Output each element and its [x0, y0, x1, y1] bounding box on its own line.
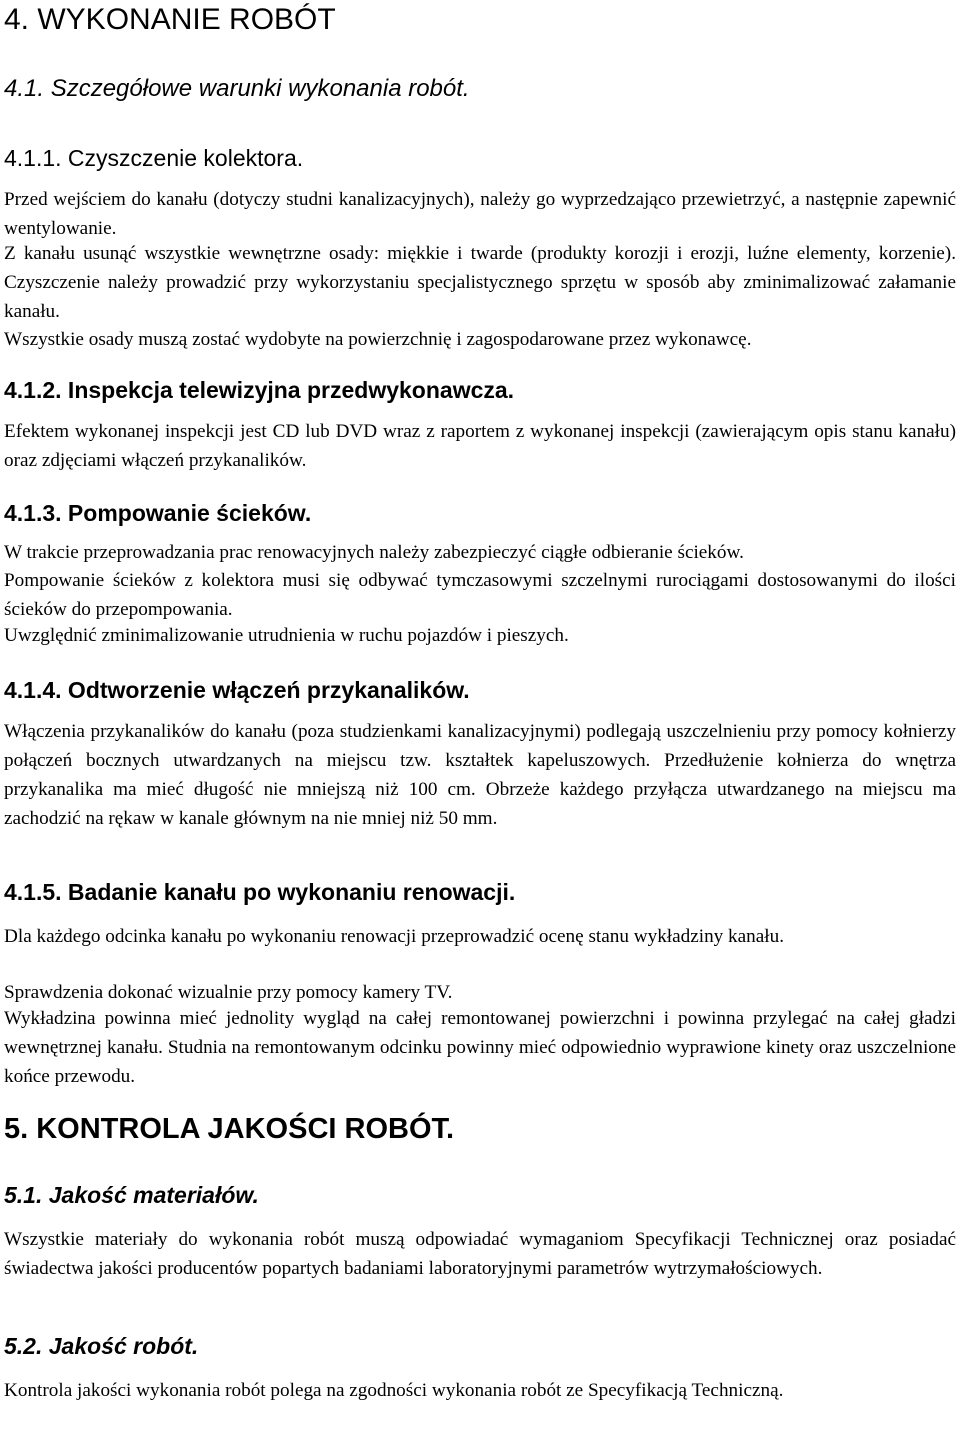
- paragraph-4-1-5-liner: Wykładzina powinna mieć jednolity wygląd na całej remontowanej powierzchni i powinna przylegać na całej gładzi wewnętrznej kanału. Studnia na remontowanym odcinku powinny mieć odpowiednio wyprawione kinety oraz uszczelnione końce przewodu.: [4, 1008, 956, 1087]
- section-heading-5-1: 5.1. Jakość materiałów.: [4, 1182, 259, 1208]
- paragraph-4-1-2-inspection: Efektem wykonanej inspekcji jest CD lub DVD wraz z raportem z wykonanej inspekcji (zawierającym opis stanu kanału) oraz zdjęciami włączeń przykanalików.: [4, 421, 956, 471]
- paragraph-4-1-5-assessment: Dla każdego odcinka kanału po wykonaniu renowacji przeprowadzić ocenę stanu wykładziny kanału.: [4, 926, 784, 947]
- section-heading-4-1-1: 4.1.1. Czyszczenie kolektora.: [4, 145, 304, 171]
- section-heading-4-1-4: 4.1.4. Odtworzenie włączeń przykanalików.: [4, 677, 470, 703]
- section-heading-4-1: 4.1. Szczegółowe warunki wykonania robót.: [4, 75, 470, 102]
- paragraph-4-1-3-traffic: Uwzględnić zminimalizowanie utrudnienia w ruchu pojazdów i pieszych.: [4, 625, 569, 646]
- paragraph-5-1-materials: Wszystkie materiały do wykonania robót muszą odpowiadać wymaganiom Specyfikacji Technicznej oraz posiadać świadectwa jakości producentów popartych badaniami laboratoryjnymi parametrów wytrzymałościowych.: [4, 1229, 956, 1279]
- section-heading-4: 4. WYKONANIE ROBÓT: [4, 3, 336, 36]
- section-heading-5: 5. KONTROLA JAKOŚCI ROBÓT.: [4, 1113, 455, 1145]
- paragraph-4-1-1-ventilation: Przed wejściem do kanału (dotyczy studni kanalizacyjnych), należy go wyprzedzająco przewietrzyć, a następnie zapewnić wentylowanie.: [4, 189, 956, 239]
- paragraph-4-1-3-pumping: Pompowanie ścieków z kolektora musi się odbywać tymczasowymi szczelnymi rurociągami dostosowanymi do ilości ścieków do przepompowania.: [4, 570, 956, 620]
- paragraph-5-2-works: Kontrola jakości wykonania robót polega na zgodności wykonania robót ze Specyfikacją Techniczną.: [4, 1380, 784, 1401]
- section-heading-4-1-3: 4.1.3. Pompowanie ścieków.: [4, 500, 312, 526]
- section-heading-4-1-5: 4.1.5. Badanie kanału po wykonaniu renowacji.: [4, 879, 516, 905]
- paragraph-4-1-1-deposits: Z kanału usunąć wszystkie wewnętrzne osady: miękkie i twarde (produkty korozji i erozji, luźne elementy, korzenie). Czyszczenie należy prowadzić przy wykorzystaniu specjalistycznego sprzętu w sposób aby zminimalizować załamanie kanału.: [4, 243, 956, 322]
- paragraph-4-1-3-collection: W trakcie przeprowadzania prac renowacyjnych należy zabezpieczyć ciągłe odbieranie ścieków.: [4, 542, 744, 563]
- paragraph-4-1-4-connections: Włączenia przykanalików do kanału (poza studzienkami kanalizacyjnymi) podlegają uszczelnieniu przy pomocy kołnierzy połączeń bocznych utwardzanych na miejscu tzw. kształtek kapeluszowych. Przedłużenie kołnierza do wnętrza przykanalika ma mieć długość nie mniejszą niż 100 cm. Obrzeże każdego przyłącza utwardzanego na miejscu ma zachodzić na rękaw w kanale głównym na nie mniej niż 50 mm.: [4, 721, 956, 829]
- paragraph-4-1-5-camera: Sprawdzenia dokonać wizualnie przy pomocy kamery TV.: [4, 982, 453, 1003]
- paragraph-4-1-1-disposal: Wszystkie osady muszą zostać wydobyte na powierzchnię i zagospodarowane przez wykonawcę.: [4, 329, 752, 350]
- section-heading-4-1-2: 4.1.2. Inspekcja telewizyjna przedwykonawcza.: [4, 377, 515, 403]
- section-heading-5-2: 5.2. Jakość robót.: [4, 1333, 199, 1359]
